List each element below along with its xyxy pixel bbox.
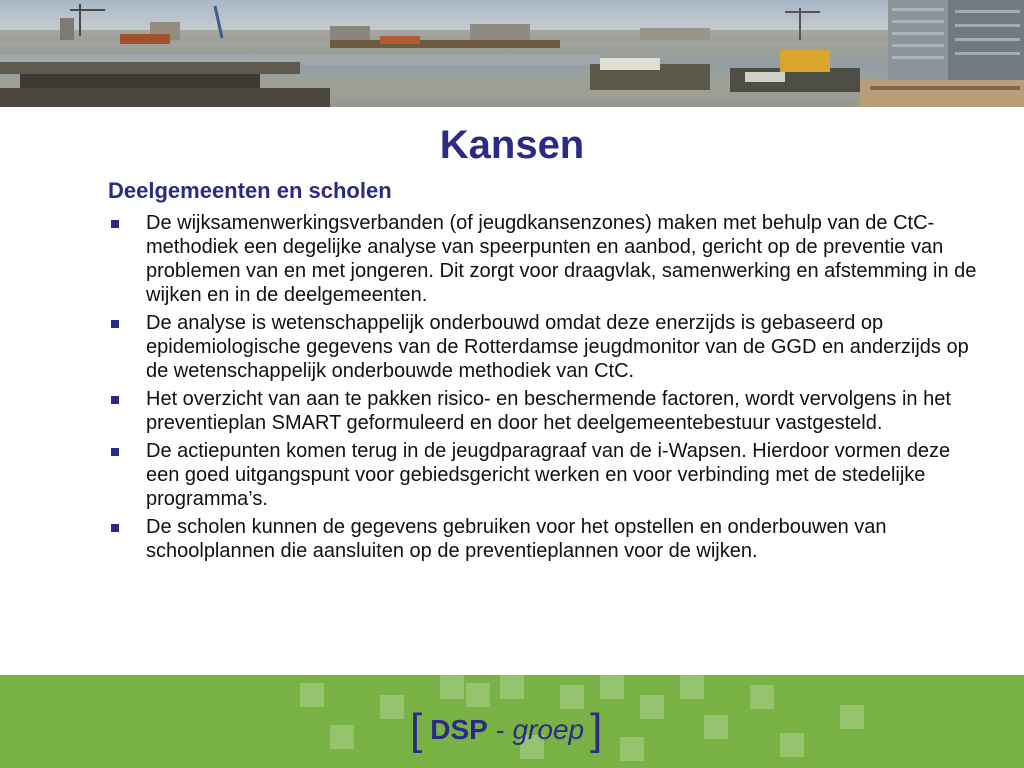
decorative-square — [780, 733, 804, 757]
decorative-square — [466, 683, 490, 707]
bullet-list — [108, 211, 988, 567]
decorative-square — [600, 675, 624, 699]
decorative-square — [300, 683, 324, 707]
bullet-text: De scholen kunnen de gegevens gebruiken voor het opstellen en onderbouwen van schoolplannen die aansluiten op de preventieplannen voor de wijken. — [146, 516, 887, 562]
logo-close-bracket: ] — [590, 705, 603, 754]
decorative-square — [704, 715, 728, 739]
bullet-item — [108, 439, 988, 511]
decorative-square — [680, 675, 704, 699]
logo-open-bracket: [ — [410, 705, 423, 754]
bullet-item — [108, 211, 988, 307]
decorative-square — [620, 737, 644, 761]
square-bullet-icon — [111, 220, 119, 228]
bullet-item — [108, 515, 988, 563]
decorative-square — [330, 725, 354, 749]
bullet-text: Het overzicht van aan te pakken risico- en beschermende factoren, wordt vervolgens in het preventieplan SMART geformuleerd en door het deelgemeentebestuur vastgesteld. — [146, 388, 951, 434]
decorative-square — [440, 675, 464, 699]
harbour-photo-banner — [0, 0, 1024, 107]
bullet-item — [108, 387, 988, 435]
square-bullet-icon — [111, 448, 119, 456]
decorative-square — [840, 705, 864, 729]
decorative-square — [750, 685, 774, 709]
square-bullet-icon — [111, 320, 119, 328]
dsp-groep-logo — [410, 705, 603, 754]
bullet-text: De wijksamenwerkingsverbanden (of jeugdkansenzones) maken met behulp van de CtC-methodiek een degelijke analyse van speerpunten en aanbod, gericht op de preventie van problemen van en met jongeren. Dit zorgt voor draagvlak, samenwerking en afstemming in de wijken en in de deelgemeenten. — [146, 212, 977, 306]
square-bullet-icon — [111, 524, 119, 532]
bullet-item — [108, 311, 988, 383]
logo-dash: - — [495, 714, 505, 745]
bullet-text: De analyse is wetenschappelijk onderbouwd omdat deze enerzijds is gebaseerd op epidemiologische gegevens van de Rotterdamse jeugdmonitor van de GGD en anderzijds op de wetenschappelijk onderbouwde methodiek van CtC. — [146, 312, 969, 382]
decorative-square — [640, 695, 664, 719]
decorative-square — [500, 675, 524, 699]
bullet-text: De actiepunten komen terug in de jeugdparagraaf van de i-Wapsen. Hierdoor vormen deze een goed uitgangspunt voor gebiedsgericht werken en voor verbinding met de stedelijke programma’s. — [146, 440, 951, 510]
square-bullet-icon — [111, 396, 119, 404]
logo-word-groep: groep — [512, 714, 585, 745]
slide-subtitle: Deelgemeenten en scholen — [108, 178, 392, 203]
decorative-square — [380, 695, 404, 719]
decorative-square — [560, 685, 584, 709]
slide-title: Kansen — [439, 123, 585, 167]
harbour-photo — [0, 0, 1024, 107]
logo-word-dsp: DSP — [430, 714, 488, 745]
